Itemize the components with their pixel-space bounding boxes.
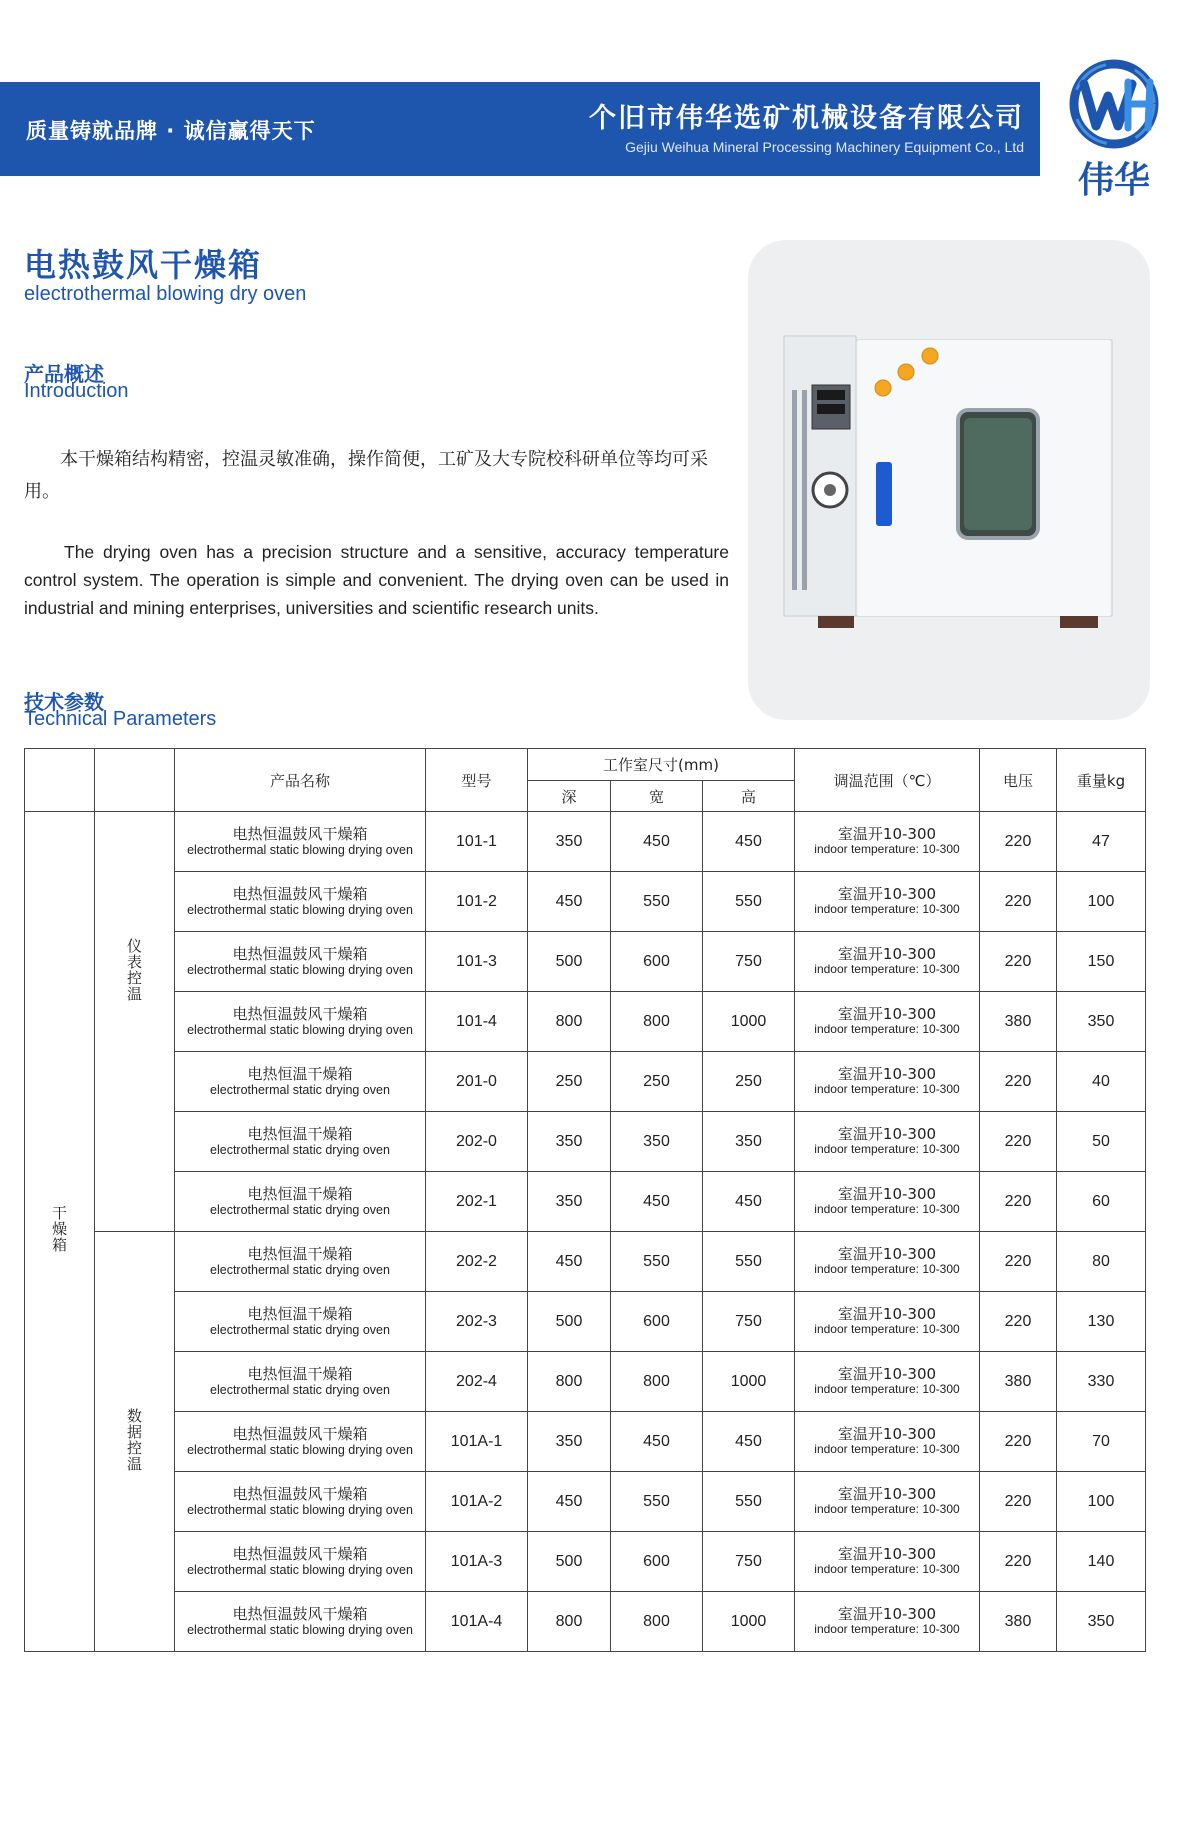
- height-cell: 550: [703, 872, 795, 932]
- width-cell: 800: [611, 992, 703, 1052]
- depth-cell: 350: [528, 1412, 611, 1472]
- logo-wordmark: 伟华: [1077, 160, 1150, 201]
- width-cell: 600: [611, 1532, 703, 1592]
- product-name-cell: [175, 1472, 426, 1532]
- range-en: indoor temperature: 10-300: [814, 1322, 960, 1336]
- company-name-cn: 个旧市伟华选矿机械设备有限公司: [589, 103, 1024, 134]
- product-name-en: electrothermal static blowing drying oven: [187, 903, 413, 917]
- col-height: 高: [703, 781, 795, 812]
- width-cell: 800: [611, 1352, 703, 1412]
- weight-cell: 70: [1057, 1412, 1146, 1472]
- table-row: [25, 1292, 1146, 1352]
- params-heading-cn: 技术参数: [24, 690, 104, 714]
- drying-oven-illustration: [748, 240, 1150, 720]
- range-cn: 室温开10-300: [837, 1605, 937, 1623]
- product-name-cell: [175, 812, 426, 872]
- height-cell: 350: [703, 1112, 795, 1172]
- range-en: indoor temperature: 10-300: [814, 1142, 960, 1156]
- product-name-en: electrothermal static blowing drying oven: [187, 843, 413, 857]
- model-cell: 202-0: [426, 1112, 528, 1172]
- width-cell: 450: [611, 1412, 703, 1472]
- range-cell: [795, 1232, 980, 1292]
- depth-cell: 350: [528, 1112, 611, 1172]
- width-cell: 350: [611, 1112, 703, 1172]
- weight-cell: 100: [1057, 1472, 1146, 1532]
- col-name: 产品名称: [175, 749, 426, 812]
- weight-cell: 350: [1057, 1592, 1146, 1652]
- model-cell: 101A-4: [426, 1592, 528, 1652]
- range-cn: 室温开10-300: [837, 825, 937, 843]
- range-cell: [795, 812, 980, 872]
- weight-cell: 150: [1057, 932, 1146, 992]
- model-cell: 202-4: [426, 1352, 528, 1412]
- table-row: [25, 1532, 1146, 1592]
- range-cell: [795, 932, 980, 992]
- depth-cell: 500: [528, 1292, 611, 1352]
- range-cn: 室温开10-300: [837, 1005, 937, 1023]
- product-name-en: electrothermal static drying oven: [210, 1263, 390, 1277]
- width-cell: 250: [611, 1052, 703, 1112]
- weight-cell: 40: [1057, 1052, 1146, 1112]
- height-cell: 250: [703, 1052, 795, 1112]
- height-cell: 450: [703, 812, 795, 872]
- product-name-cell: [175, 1592, 426, 1652]
- category-label: 干燥箱: [50, 1205, 68, 1253]
- product-name-cell: [175, 932, 426, 992]
- height-cell: 1000: [703, 1592, 795, 1652]
- height-cell: 750: [703, 1292, 795, 1352]
- table-row: [25, 812, 1146, 872]
- model-cell: 101-1: [426, 812, 528, 872]
- table-row: [25, 1232, 1146, 1292]
- model-cell: 101-4: [426, 992, 528, 1052]
- product-name-en: electrothermal static drying oven: [210, 1083, 390, 1097]
- table-row: [25, 1592, 1146, 1652]
- range-en: indoor temperature: 10-300: [814, 1022, 960, 1036]
- product-name-en: electrothermal static blowing drying oven: [187, 1023, 413, 1037]
- product-name-cn: 电热恒温鼓风干燥箱: [232, 1425, 368, 1443]
- weight-cell: 60: [1057, 1172, 1146, 1232]
- depth-cell: 250: [528, 1052, 611, 1112]
- group-cell-meter: [95, 812, 175, 1232]
- weight-cell: 80: [1057, 1232, 1146, 1292]
- width-cell: 800: [611, 1592, 703, 1652]
- table-row: [25, 932, 1146, 992]
- voltage-cell: 220: [980, 932, 1057, 992]
- range-cell: [795, 1172, 980, 1232]
- depth-cell: 800: [528, 1352, 611, 1412]
- product-title-cn: 电热鼓风干燥箱: [24, 246, 263, 284]
- product-name-en: electrothermal static blowing drying oven: [187, 1443, 413, 1457]
- range-cn: 室温开10-300: [837, 1065, 937, 1083]
- model-cell: 101A-3: [426, 1532, 528, 1592]
- depth-cell: 450: [528, 1472, 611, 1532]
- voltage-cell: 220: [980, 1472, 1057, 1532]
- range-cn: 室温开10-300: [837, 1305, 937, 1323]
- range-en: indoor temperature: 10-300: [814, 1562, 960, 1576]
- voltage-cell: 220: [980, 872, 1057, 932]
- table-row: [25, 1412, 1146, 1472]
- width-cell: 600: [611, 1292, 703, 1352]
- product-name-cn: 电热恒温干燥箱: [247, 1185, 353, 1203]
- range-en: indoor temperature: 10-300: [814, 842, 960, 856]
- product-name-cell: [175, 1112, 426, 1172]
- group-cell-digital: [95, 1232, 175, 1652]
- product-name-cn: 电热恒温鼓风干燥箱: [232, 825, 368, 843]
- weight-cell: 130: [1057, 1292, 1146, 1352]
- range-en: indoor temperature: 10-300: [814, 962, 960, 976]
- table-row: [25, 1112, 1146, 1172]
- range-cn: 室温开10-300: [837, 1545, 937, 1563]
- voltage-cell: 220: [980, 812, 1057, 872]
- company-name-en: Gejiu Weihua Mineral Processing Machinery Equipment Co., Ltd: [625, 139, 1024, 155]
- product-name-cn: 电热恒温干燥箱: [247, 1305, 353, 1323]
- parameters-table: [24, 748, 1146, 1652]
- range-cell: [795, 1592, 980, 1652]
- height-cell: 550: [703, 1232, 795, 1292]
- product-name-cn: 电热恒温鼓风干燥箱: [232, 1485, 368, 1503]
- product-name-en: electrothermal static drying oven: [210, 1323, 390, 1337]
- range-cell: [795, 992, 980, 1052]
- weight-cell: 140: [1057, 1532, 1146, 1592]
- slogan: 质量铸就品牌 · 诚信赢得天下: [26, 119, 316, 143]
- height-cell: 1000: [703, 992, 795, 1052]
- product-name-cell: [175, 1532, 426, 1592]
- table-row: [25, 1352, 1146, 1412]
- range-cn: 室温开10-300: [837, 1125, 937, 1143]
- voltage-cell: 220: [980, 1232, 1057, 1292]
- intro-text-cn: 本干燥箱结构精密，控温灵敏准确，操作简便，工矿及大专院校科研单位等均可采用。: [24, 449, 708, 502]
- product-name-cell: [175, 1172, 426, 1232]
- category-cell: [25, 812, 95, 1652]
- product-name-cn: 电热恒温干燥箱: [247, 1065, 353, 1083]
- product-name-en: electrothermal static blowing drying oven: [187, 1563, 413, 1577]
- height-cell: 550: [703, 1472, 795, 1532]
- product-image-card: [748, 240, 1150, 720]
- voltage-cell: 220: [980, 1412, 1057, 1472]
- range-en: indoor temperature: 10-300: [814, 902, 960, 916]
- params-heading-en: Technical Parameters: [24, 708, 217, 730]
- product-name-en: electrothermal static drying oven: [210, 1143, 390, 1157]
- voltage-cell: 220: [980, 1052, 1057, 1112]
- product-name-cn: 电热恒温干燥箱: [247, 1245, 353, 1263]
- product-title-en: electrothermal blowing dry oven: [24, 283, 307, 305]
- product-name-cn: 电热恒温鼓风干燥箱: [232, 1005, 368, 1023]
- product-name-cell: [175, 872, 426, 932]
- product-name-cn: 电热恒温鼓风干燥箱: [232, 1605, 368, 1623]
- range-cn: 室温开10-300: [837, 885, 937, 903]
- weight-cell: 100: [1057, 872, 1146, 932]
- weight-cell: 50: [1057, 1112, 1146, 1172]
- model-cell: 201-0: [426, 1052, 528, 1112]
- product-name-cell: [175, 1412, 426, 1472]
- product-name-en: electrothermal static blowing drying oven: [187, 1623, 413, 1637]
- depth-cell: 500: [528, 1532, 611, 1592]
- range-en: indoor temperature: 10-300: [814, 1622, 960, 1636]
- depth-cell: 500: [528, 932, 611, 992]
- voltage-cell: 380: [980, 992, 1057, 1052]
- weight-cell: 350: [1057, 992, 1146, 1052]
- height-cell: 750: [703, 1532, 795, 1592]
- range-en: indoor temperature: 10-300: [814, 1502, 960, 1516]
- voltage-cell: 380: [980, 1352, 1057, 1412]
- header-blank-1: [25, 749, 95, 812]
- table-row: [25, 1172, 1146, 1232]
- table-row: [25, 872, 1146, 932]
- col-width: 宽: [611, 781, 703, 812]
- intro-heading-en: Introduction: [24, 380, 129, 402]
- range-cell: [795, 1472, 980, 1532]
- header-blank-2: [95, 749, 175, 812]
- range-en: indoor temperature: 10-300: [814, 1262, 960, 1276]
- width-cell: 450: [611, 812, 703, 872]
- product-name-en: electrothermal static blowing drying oven: [187, 1503, 413, 1517]
- height-cell: 750: [703, 932, 795, 992]
- range-en: indoor temperature: 10-300: [814, 1202, 960, 1216]
- intro-heading-cn: 产品概述: [24, 362, 104, 386]
- col-chamber: 工作室尺寸(mm): [528, 749, 795, 781]
- range-cell: [795, 1412, 980, 1472]
- range-cell: [795, 1352, 980, 1412]
- col-depth: 深: [528, 781, 611, 812]
- product-name-cn: 电热恒温干燥箱: [247, 1365, 353, 1383]
- range-cell: [795, 1112, 980, 1172]
- voltage-cell: 220: [980, 1112, 1057, 1172]
- height-cell: 450: [703, 1412, 795, 1472]
- depth-cell: 350: [528, 1172, 611, 1232]
- weight-cell: 330: [1057, 1352, 1146, 1412]
- range-en: indoor temperature: 10-300: [814, 1442, 960, 1456]
- depth-cell: 800: [528, 1592, 611, 1652]
- voltage-cell: 220: [980, 1172, 1057, 1232]
- table-row: [25, 992, 1146, 1052]
- voltage-cell: 220: [980, 1292, 1057, 1352]
- width-cell: 550: [611, 872, 703, 932]
- depth-cell: 350: [528, 812, 611, 872]
- col-range: 调温范围（℃）: [795, 749, 980, 812]
- model-cell: 101-2: [426, 872, 528, 932]
- voltage-cell: 220: [980, 1532, 1057, 1592]
- table-row: [25, 1052, 1146, 1112]
- product-name-en: electrothermal static drying oven: [210, 1203, 390, 1217]
- range-cell: [795, 872, 980, 932]
- product-name-cell: [175, 1352, 426, 1412]
- depth-cell: 800: [528, 992, 611, 1052]
- table-body: [25, 812, 1146, 1652]
- range-cn: 室温开10-300: [837, 1485, 937, 1503]
- model-cell: 202-2: [426, 1232, 528, 1292]
- weight-cell: 47: [1057, 812, 1146, 872]
- col-voltage: 电压: [980, 749, 1057, 812]
- product-name-cell: [175, 992, 426, 1052]
- product-name-cn: 电热恒温鼓风干燥箱: [232, 885, 368, 903]
- model-cell: 202-1: [426, 1172, 528, 1232]
- model-cell: 101A-1: [426, 1412, 528, 1472]
- height-cell: 450: [703, 1172, 795, 1232]
- col-weight: 重量kg: [1057, 749, 1146, 812]
- col-model: 型号: [426, 749, 528, 812]
- range-cn: 室温开10-300: [837, 1245, 937, 1263]
- width-cell: 550: [611, 1232, 703, 1292]
- width-cell: 450: [611, 1172, 703, 1232]
- range-en: indoor temperature: 10-300: [814, 1082, 960, 1096]
- product-name-en: electrothermal static blowing drying oven: [187, 963, 413, 977]
- height-cell: 1000: [703, 1352, 795, 1412]
- product-name-cn: 电热恒温鼓风干燥箱: [232, 945, 368, 963]
- depth-cell: 450: [528, 872, 611, 932]
- width-cell: 600: [611, 932, 703, 992]
- range-cn: 室温开10-300: [837, 1365, 937, 1383]
- intro-text-en: The drying oven has a precision structure and a sensitive, accuracy temperature control system. The operation is simple and convenient. The drying oven can be used in industrial and mining enterprises, universities and scientific research units.: [24, 542, 729, 618]
- width-cell: 550: [611, 1472, 703, 1532]
- range-cn: 室温开10-300: [837, 1185, 937, 1203]
- product-name-cell: [175, 1232, 426, 1292]
- range-en: indoor temperature: 10-300: [814, 1382, 960, 1396]
- group-label-meter: 仪表控温: [125, 938, 143, 1002]
- range-cell: [795, 1052, 980, 1112]
- product-name-cn: 电热恒温鼓风干燥箱: [232, 1545, 368, 1563]
- model-cell: 101A-2: [426, 1472, 528, 1532]
- range-cell: [795, 1532, 980, 1592]
- group-label-digital: 数据控温: [125, 1408, 143, 1472]
- range-cell: [795, 1292, 980, 1352]
- product-name-cell: [175, 1052, 426, 1112]
- depth-cell: 450: [528, 1232, 611, 1292]
- model-cell: 101-3: [426, 932, 528, 992]
- product-name-cell: [175, 1292, 426, 1352]
- range-cn: 室温开10-300: [837, 1425, 937, 1443]
- product-name-cn: 电热恒温干燥箱: [247, 1125, 353, 1143]
- voltage-cell: 380: [980, 1592, 1057, 1652]
- range-cn: 室温开10-300: [837, 945, 937, 963]
- table-row: [25, 1472, 1146, 1532]
- model-cell: 202-3: [426, 1292, 528, 1352]
- product-name-en: electrothermal static drying oven: [210, 1383, 390, 1397]
